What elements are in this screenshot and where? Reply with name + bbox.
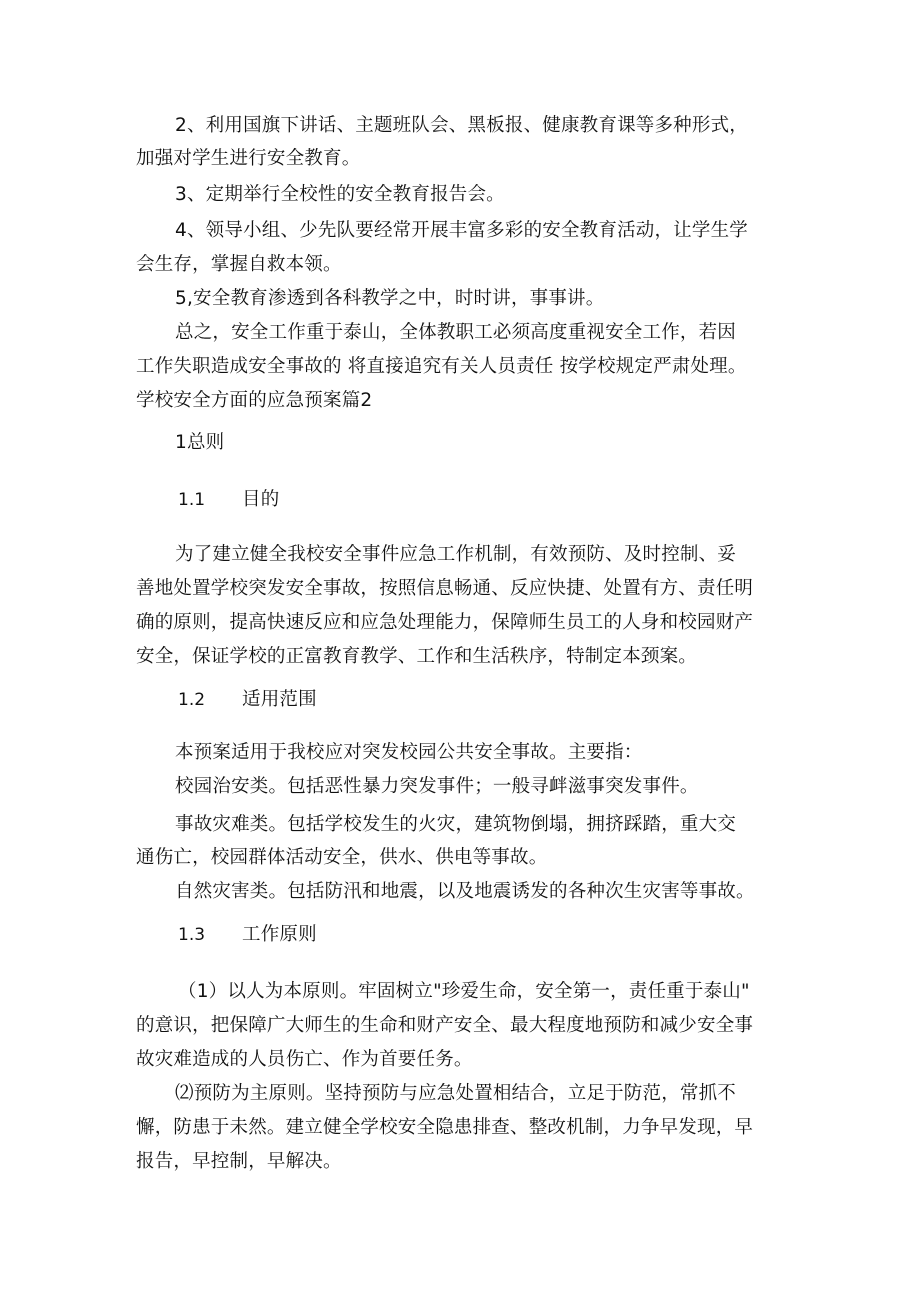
paragraph-line: （1）以人为本原则。牢固树立"珍爱生命，安全第一，责任重于泰山": [178, 981, 750, 1002]
paragraph-line: 加强对学生进行安全教育。: [136, 148, 361, 169]
paragraph-line: 会生存，掌握自救本领。: [136, 254, 342, 275]
paragraph-line: 确的原则，提高快速反应和应急处理能力，保障师生员工的人身和校园财产: [136, 612, 754, 633]
paragraph-line: 5,安全教育渗透到各科教学之中，时时讲，事事讲。: [175, 288, 605, 309]
heading-number: 1.1: [178, 490, 206, 510]
paragraph-line: 报告，早控制，早解决。: [136, 1151, 342, 1172]
heading-title: 工作原则: [242, 924, 317, 945]
paragraph-line: 4、领导小组、少先队要经常开展丰富多彩的安全教育活动，让学生学: [175, 220, 748, 241]
heading-title: 适用范围: [242, 689, 317, 710]
paragraph-line: 的意识，把保障广大师生的生命和财产安全、最大程度地预防和减少安全事: [136, 1015, 754, 1036]
paragraph-line: 总之，安全工作重于泰山，全体教职工必须高度重视安全工作，若因: [175, 322, 737, 343]
paragraph-line: 为了建立健全我校安全事件应急工作机制，有效预防、及时控制、妥: [175, 544, 737, 565]
paragraph-line: 懈，防患于未然。建立健全学校安全隐患排查、整改机制，力争早发现，早: [136, 1117, 754, 1138]
heading-number: 1.2: [178, 690, 206, 710]
paragraph-line: ⑵预防为主原则。坚持预防与应急处置相结合，立足于防范，常抓不: [175, 1083, 737, 1104]
heading-number: 1.3: [178, 925, 206, 945]
paragraph-line: 安全，保证学校的正富教育教学、工作和生活秩序，特制定本颈案。: [136, 646, 698, 667]
paragraph-line: 通伤亡，校园群体活动安全，供水、供电等事故。: [136, 847, 548, 868]
paragraph-line: 故灾难造成的人员伤亡、作为首要任务。: [136, 1049, 473, 1070]
paragraph-line: 本预案适用于我校应对突发校园公共安全事故。主要指：: [175, 742, 643, 763]
paragraph-line: 自然灾害类。包括防汛和地震，以及地震诱发的各种次生灾害等事故。: [175, 881, 755, 902]
chapter-heading: 1总则: [175, 432, 225, 453]
section-title: 学校安全方面的应急预案篇2: [136, 390, 373, 411]
paragraph-line: 3、定期举行全校性的安全教育报告会。: [175, 184, 505, 205]
paragraph-line: 2、利用国旗下讲话、主题班队会、黑板报、健康教育课等多种形式，: [175, 115, 748, 136]
paragraph-line: 工作失职造成安全事故的 将直接追究有关人员责任 按学校规定严肃处理。: [136, 356, 747, 377]
paragraph-line: 校园治安类。包括恶性暴力突发事件；一般寻衅滋事突发事件。: [175, 776, 699, 797]
heading-title: 目的: [242, 489, 280, 510]
paragraph-line: 事故灾难类。包括学校发生的火灾，建筑物倒塌，拥挤踩踏，重大交: [175, 814, 737, 835]
paragraph-line: 善地处置学校突发安全事故，按照信息畅通、反应快捷、处置有方、责任明: [136, 578, 754, 599]
